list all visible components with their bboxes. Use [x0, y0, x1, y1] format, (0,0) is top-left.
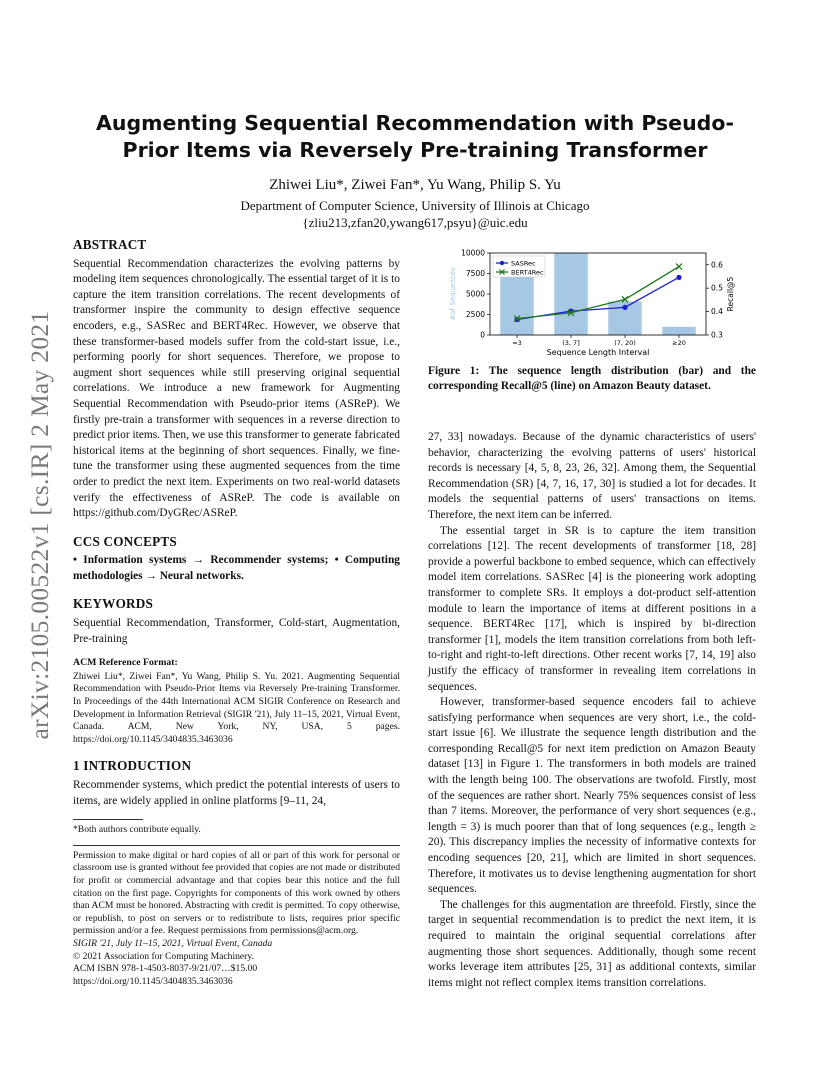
affiliation-block [70, 197, 760, 231]
ccs-heading: CCS CONCEPTS [73, 533, 177, 549]
y-tick-label: 7500 [465, 269, 485, 279]
figure-caption: Figure 1: The sequence length distribution (bar) and the corresponding Recall@5 (line) on Amazon Beauty dataset. [428, 365, 756, 392]
legend-marker-SASRec [500, 261, 504, 265]
x-tick-label: (3, 7] [562, 339, 580, 347]
author-emails: {zliu213,zfan20,ywang617,psyu}@uic.edu [302, 215, 528, 230]
ccs-text: • Information systems → Recommender systems; • Computing methodologies → Neural networks. [73, 554, 400, 582]
y-tick-label: 10000 [461, 248, 485, 258]
footnote-rule [73, 819, 143, 820]
y2-tick-label: 0.5 [711, 283, 723, 293]
abstract-heading: ABSTRACT [73, 237, 147, 252]
series-point-BERT4Rec-3 [676, 264, 682, 270]
keywords-text: Sequential Recommendation, Transformer, Cold-start, Augmentation, Pre-training [73, 617, 400, 645]
bar-3 [662, 327, 695, 335]
bar-1 [554, 253, 587, 335]
figure-1 [428, 245, 756, 365]
bar-0 [500, 277, 533, 335]
keywords-heading: KEYWORDS [73, 596, 154, 612]
permission-rule [73, 845, 400, 846]
conference-line: SIGIR '21, July 11–15, 2021, Virtual Event, Canada [73, 937, 273, 949]
series-line-SASRec [517, 277, 679, 319]
y-tick-label: 5000 [465, 289, 485, 299]
y2-tick-label: 0.4 [711, 307, 723, 317]
y-tick-label: 0 [480, 330, 485, 340]
right-paragraph-4: The challenges for this augmentation are threefold. Firstly, since the target in sequential recommendation is to predict the next item, it is required to maintain the original sequential correlations after augmenting those short sequences. Additionally, though some recent works leverage item attributes [25, 31] as additional contexts, similar items might not reflect complex items transition correlations. [428, 898, 756, 989]
x-tick-label: ≥20 [672, 339, 686, 347]
right-paragraph-3: However, transformer-based sequence encoders fail to achieve satisfying performance when sequences are very short, i.e., the cold-start issue [6]. We illustrate the sequence length distribution and the corresponding Recall@5 for next item prediction on Amazon Beauty dataset [13] in Figure 1. The transformers in both models are trained with the length being 100. The observations are twofold. Firstly, most of the sequences are rather short. Nearly 75% sequences consist of less than 7 items. Moreover, the performance of very short sequences (e.g., length = 3) is much poorer than that of long sequences (e.g., length ≥ 20). This discrepancy implies the necessity of informative contexts for encoding sequences [20, 21], which are limited in short sequences. Therefore, it motivates us to devise lengthening augmentation for short sequences. [428, 696, 756, 896]
acm-reference-heading: ACM Reference Format: [73, 657, 178, 669]
introduction-text: Recommender systems, which predict the potential interests of users to items, are widely applied in online platforms [9–11, 24, [73, 779, 400, 807]
acm-reference-text: Zhiwei Liu*, Ziwei Fan*, Yu Wang, Philip S. Yu. 2021. Augmenting Sequential Recommendation with Pseudo-Prior Items via Reversely Pre-training Transformer. In Proceedings of the 44th International ACM SIGIR Conference on Research and Development in Information Retrieval (SIGIR '21), July 11–15, 2021, Virtual Event, Canada. ACM, New York, NY, USA, 5 pages. https://doi.org/10.1145/3404835.3463036 [73, 670, 400, 745]
x-tick-label: =3 [512, 339, 522, 347]
affiliation: Department of Computer Science, University of Illinois at Chicago [240, 198, 590, 213]
right-column [428, 430, 756, 991]
introduction-heading: 1 INTRODUCTION [73, 758, 192, 774]
y2-tick-label: 0.6 [711, 260, 723, 270]
series-point-SASRec-2 [622, 305, 627, 310]
footnote: *Both authors contribute equally. [73, 824, 201, 836]
left-column [73, 237, 400, 988]
permission-text: Permission to make digital or hard copies of all or part of this work for personal or classroom use is granted without fee provided that copies are not made or distributed for profit or commercial advantage and that copies bear this notice and the full citation on the first page. Copyrights for components of this work owned by others than ACM must be honored. Abstracting with credit is permitted. To copy otherwise, or republish, to post on servers or to redistribute to lists, requires prior specific permission and/or a fee. Request permissions from permissions@acm.org. [73, 849, 400, 937]
abstract-text: Sequential Recommendation characterizes the evolving patterns by modeling item sequences chronologically. The essential target of it is to capture the item transition correlations. The recent developments of transformer inspire the community to design effective sequence encoders, e.g., SASRec and BERT4Rec. However, we observe that these transformer-based models suffer from the cold-start issue, i.e., performing poorly for short sequences. Therefore, we propose to augment short sequences while still preserving original sequential correlations. We introduce a new framework for Augmenting Sequential Recommendation with Pseudo-prior items (ASReP). We firstly pre-train a transformer with sequences in a reverse direction to predict prior items. Then, we use this transformer to generate fabricated historical items at the beginning of short sequences. Finally, we fine-tune the transformer using these augmented sequences from the time order to predict the next item. Experiments on two real-world datasets verify the effectiveness of ASReP. The code is available on https://github.com/DyGRec/ASReP. [73, 257, 400, 520]
copyright-line: © 2021 Association for Computing Machinery. [73, 950, 254, 962]
series-point-SASRec-3 [676, 275, 681, 280]
y2-axis-label: Recall@5 [726, 276, 735, 312]
x-tick-label: (7, 20) [614, 339, 636, 347]
x-axis-label: Sequence Length Interval [546, 348, 650, 357]
arxiv-id: arXiv:2105.00522v1 [cs.IR] 2 May 2021 [25, 310, 54, 740]
paper-title: Augmenting Sequential Recommendation with Pseudo-Prior Items via Reversely Pre-training Transformer [96, 111, 734, 162]
sequence-length-chart [428, 245, 756, 365]
right-paragraph-2: The essential target in SR is to capture the item transition correlations [12]. The recent developments of transformer [18, 28] provide a powerful backbone to embed sequence, which can effectively model item correlations. SASRec [4] is the pioneering work adopting transformer to complete SRs. It employs a dot-product self-attention module to learn the importance of items at different positions in a sequence. BERT4Rec [17], which is inspired by bi-direction transformer [1], models the item transition correlations from both left-to-right and right-to-left directions. Other recent works [7, 14, 19] also justify the efficacy of transformer in revealing item correlations in sequences. [428, 524, 756, 693]
legend-label-SASRec: SASRec [511, 259, 536, 268]
paper-authors: Zhiwei Liu*, Ziwei Fan*, Yu Wang, Philip S. Yu [269, 177, 561, 193]
isbn-line: ACM ISBN 978-1-4503-8037-9/21/07…$15.00 [73, 963, 258, 975]
y2-tick-label: 0.3 [711, 330, 723, 340]
y-axis-label: #of Sequences [449, 267, 457, 321]
legend-label-BERT4Rec: BERT4Rec [511, 268, 544, 277]
arxiv-watermark [20, 285, 60, 765]
y-tick-label: 2500 [465, 310, 485, 320]
right-paragraph-1: 27, 33] nowadays. Because of the dynamic characteristics of users' behavior, characterizing the evolving patterns of users' historical records is necessary [4, 5, 8, 23, 26, 32]. Among them, the Sequential Recommendation (SR) [4, 7, 16, 17, 30] is studied a lot for decades. It models the sequential patterns of users' transactions on items. Therefore, the next item can be inferred. [428, 431, 756, 521]
doi-line: https://doi.org/10.1145/3404835.3463036 [73, 975, 233, 987]
